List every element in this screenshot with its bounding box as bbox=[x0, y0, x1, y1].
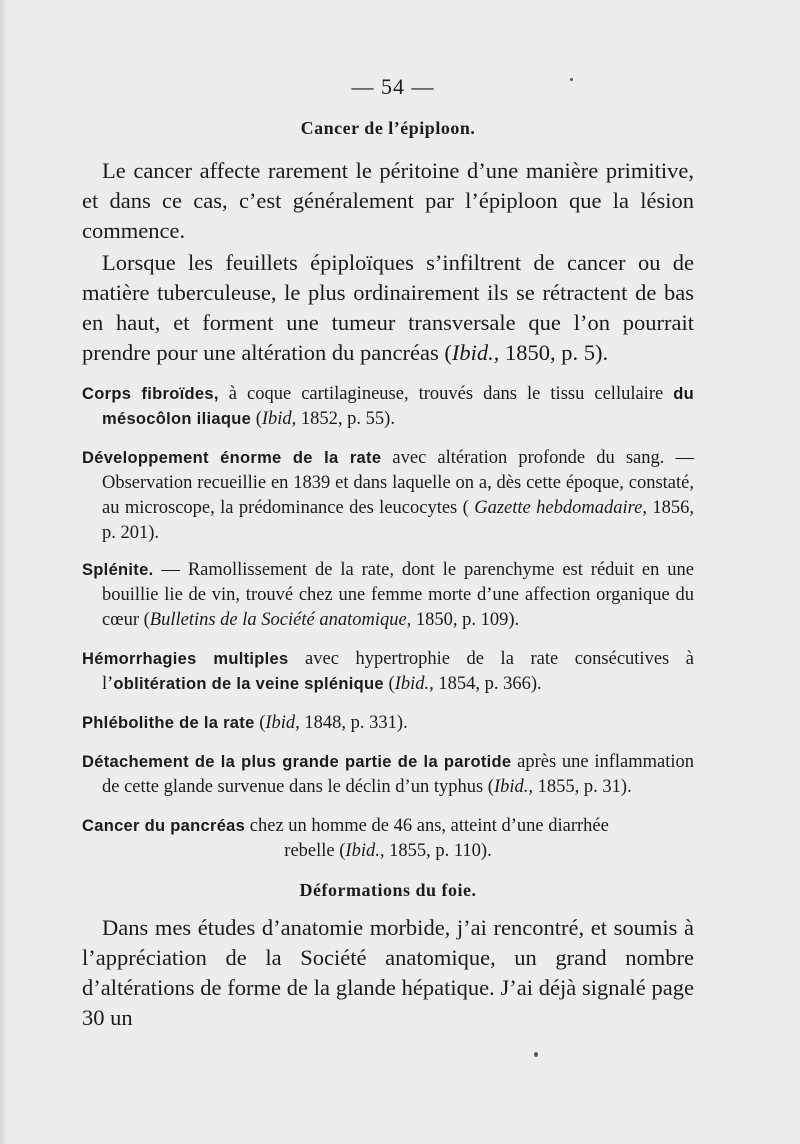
entry-text: ( bbox=[251, 409, 262, 429]
reference: Ibid., bbox=[394, 674, 434, 694]
page-number: — 54 — bbox=[351, 74, 435, 99]
entry-hemorrhagies bbox=[82, 647, 694, 697]
entry-corps-fibroides bbox=[82, 382, 694, 432]
entry-text: 1854, p. 366). bbox=[433, 674, 542, 694]
entry-text: 1848, p. 331). bbox=[299, 713, 408, 733]
entry-text: ( bbox=[254, 713, 266, 733]
entry-text: chez un homme de 46 ans, atteint d’une diarrhée bbox=[245, 816, 609, 836]
entry-lead: Phlébolithe de la rate bbox=[82, 714, 255, 732]
entry-text: — Ramollissement de la rate, dont le parenchyme est réduit en une bouillie lie de vin, trouvé chez une femme morte d’une affection organique du cœur ( bbox=[102, 560, 694, 630]
section-title-cancer-epiploon: Cancer de l’épiploon. bbox=[300, 118, 476, 138]
reference: Ibid. bbox=[451, 340, 494, 365]
entry-lead: oblitération de la veine splénique bbox=[113, 675, 384, 693]
entry-line bbox=[82, 814, 694, 839]
entry-line bbox=[82, 839, 694, 864]
entry-text: 1855, p. 31). bbox=[533, 777, 632, 797]
reference: Ibid., bbox=[345, 841, 385, 861]
entry-lead: du mésocôlon iliaque bbox=[102, 385, 694, 428]
reference: Ibid, bbox=[261, 409, 297, 429]
entry-text: avec altération profonde du sang. — Observation recueillie en 1839 et dans laquelle on a, dès cette époque, constaté, au microscope, la prédominance des leucocytes ( bbox=[102, 448, 694, 518]
entry-cancer-pancreas bbox=[82, 814, 694, 864]
entry-text: ( bbox=[383, 674, 395, 694]
reference: Gazette hebdomadaire, bbox=[474, 498, 647, 518]
entry-lead: Splénite. bbox=[82, 561, 154, 579]
paragraph: Le cancer affecte rarement le péritoine d’une manière primitive, et dans ce cas, c’est généralement par l’épiploon que la lésion commence. bbox=[82, 158, 694, 243]
entry-text: 1852, p. 55). bbox=[296, 409, 395, 429]
entry-text: 1855, p. 110). bbox=[384, 841, 492, 861]
entry-lead: Développement énorme de la rate bbox=[82, 449, 382, 467]
speck bbox=[534, 1052, 538, 1057]
entry-lead: Détachement de la plus grande partie de la parotide bbox=[82, 753, 512, 771]
entry-lead: Hémorrhagies multiples bbox=[82, 650, 289, 668]
reference: Bulletins de la Société anatomique, bbox=[149, 610, 412, 630]
entry-splenite bbox=[82, 558, 694, 633]
entry-detachement-parotide bbox=[82, 750, 694, 800]
entry-text: 1856, p. 201). bbox=[102, 498, 694, 543]
paragraph-text: , 1850, p. 5). bbox=[493, 340, 609, 365]
entry-text: rebelle ( bbox=[284, 841, 346, 861]
entry-text: 1850, p. 109). bbox=[411, 610, 520, 630]
reference: Ibid, bbox=[265, 713, 300, 733]
reference: Ibid., bbox=[493, 777, 534, 797]
entry-phlebolithe bbox=[82, 711, 694, 736]
entry-text: après une inflammation de cette glande survenue dans le déclin d’un typhus ( bbox=[102, 752, 695, 797]
entry-text: à coque cartilagineuse, trouvés dans le tissu cellulaire bbox=[218, 384, 674, 404]
page-content bbox=[82, 74, 694, 1033]
paragraph bbox=[82, 248, 694, 368]
paragraph: Dans mes études d’anatomie morbide, j’ai rencontré, et soumis à l’appréciation de la Société anatomique, un grand nombre d’altérations de forme de la glande hépatique. J’ai déjà signalé page 30 un bbox=[82, 915, 694, 1030]
entry-lead: Cancer du pancréas bbox=[82, 817, 246, 835]
paragraph-text: Lorsque les feuillets épiploïques s’infiltrent de cancer ou de matière tuberculeuse, le plus ordinairement ils se rétractent de bas en haut, et forment une tumeur transversale que l’on pourrait prendre pour une altération du pancréas ( bbox=[82, 250, 694, 365]
entry-developpement-rate bbox=[82, 446, 694, 546]
entry-lead: Corps fibroïdes, bbox=[82, 385, 219, 403]
section-title-deformations-foie: Déformations du foie. bbox=[299, 880, 477, 900]
entry-text: avec hypertrophie de la rate consécutives à l’ bbox=[102, 649, 694, 694]
